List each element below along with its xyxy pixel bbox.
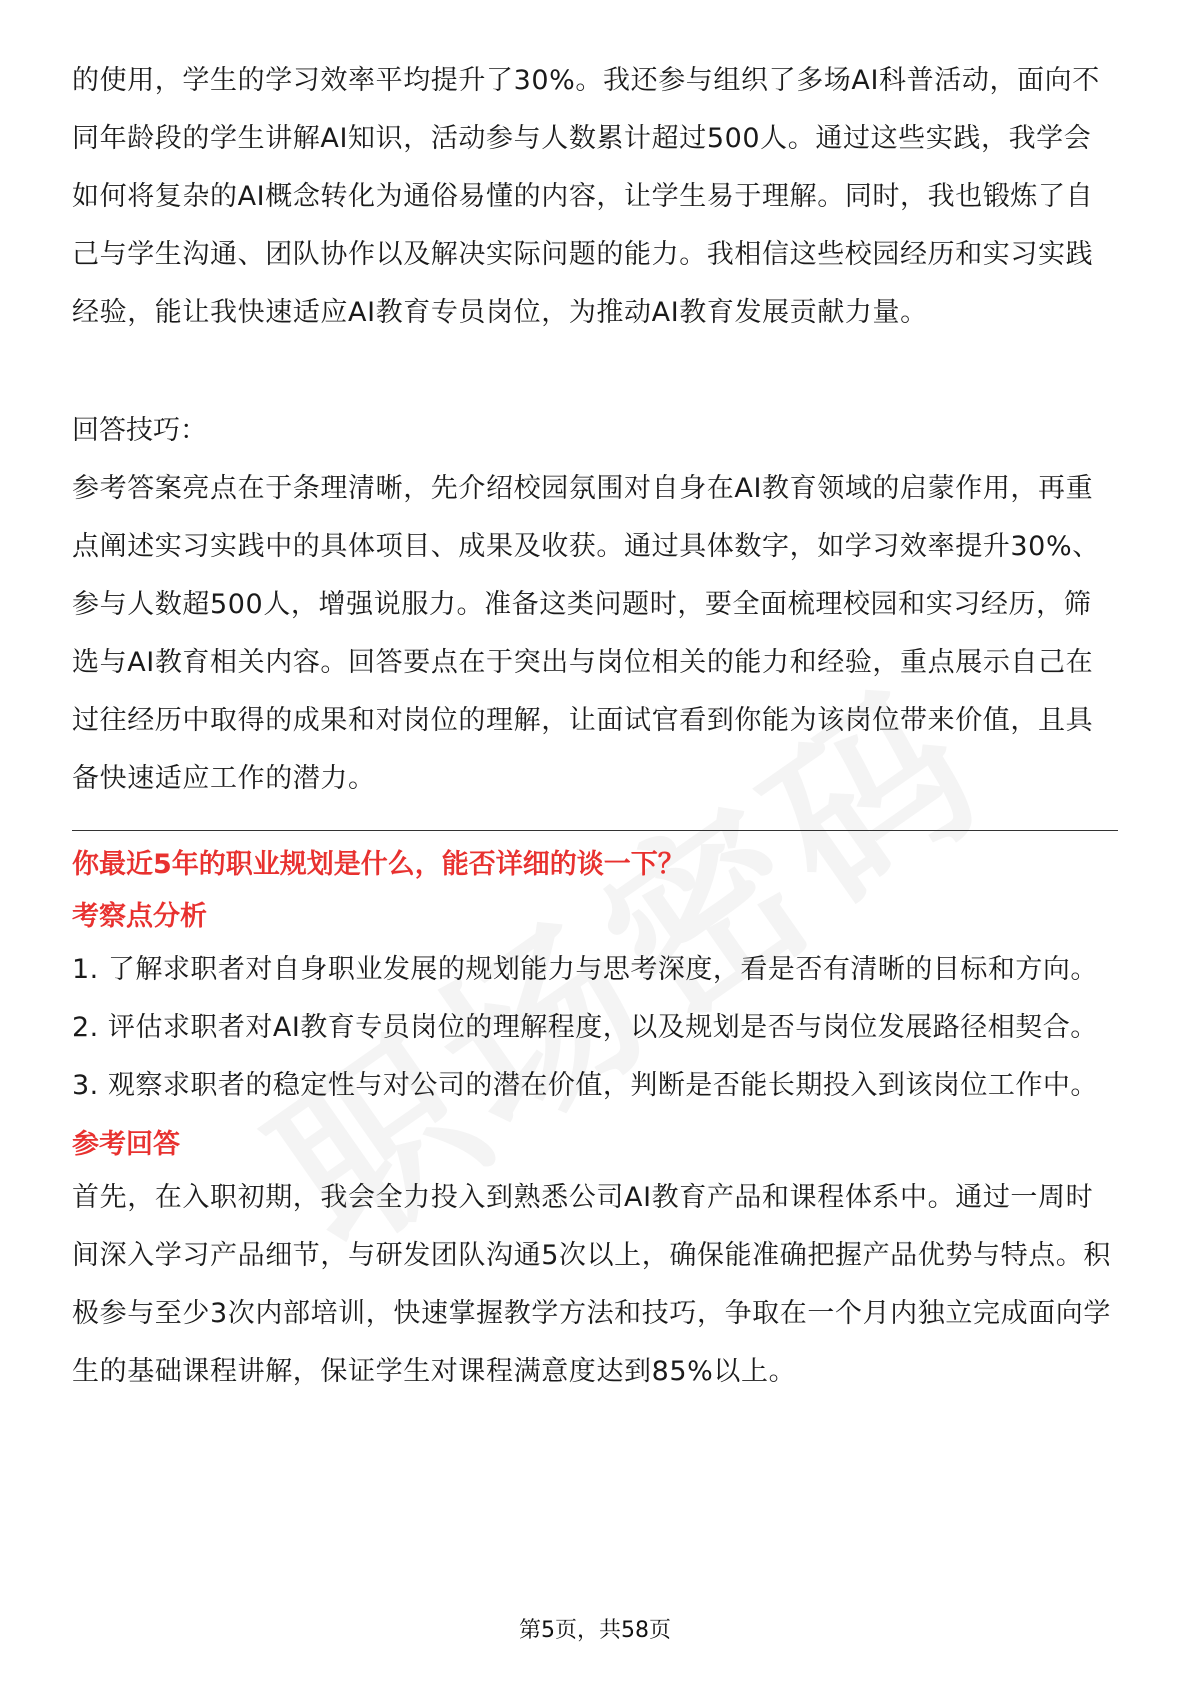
answer-paragraph: 首先，在入职初期，我会全力投入到熟悉公司AI教育产品和课程体系中。通过一周时间深入学习产品细节，与研发团队沟通5次以上，确保能准确把握产品优势与特点。积极参与至少3次内部培训，快速掌握教学方法和技巧，争取在一个月内独立完成面向学生的基础课程讲解，保证学生对课程满意度达到85%以上。 — [72, 1182, 1111, 1387]
question-heading: 你最近5年的职业规划是什么，能否详细的谈一下？ — [72, 849, 685, 880]
analysis-item-1: 1. 了解求职者对自身职业发展的规划能力与思考深度，看是否有清晰的目标和方向。 — [72, 954, 1098, 985]
section-divider — [72, 830, 1118, 831]
section-spacer — [72, 342, 1118, 402]
analysis-heading: 考察点分析 — [72, 901, 207, 932]
page-number: 第5页，共58页 — [519, 1618, 671, 1643]
answer-heading: 参考回答 — [72, 1129, 180, 1160]
tips-paragraph: 参考答案亮点在于条理清晰，先介绍校园氛围对自身在AI教育领域的启蒙作用，再重点阐述实习实践中的具体项目、成果及收获。通过具体数字，如学习效率提升30%、参与人数超500人，增强说服力。准备这类问题时，要全面梳理校园和实习经历，筛选与AI教育相关内容。回答要点在于突出与岗位相关的能力和经验，重点展示自己在过往经历中取得的成果和对岗位的理解，让面试官看到你能为该岗位带来价值，且具备快速适应工作的潜力。 — [72, 473, 1100, 794]
intro-paragraph: 的使用，学生的学习效率平均提升了30%。我还参与组织了多场AI科普活动，面向不同年龄段的学生讲解AI知识，活动参与人数累计超过500人。通过这些实践，我学会如何将复杂的AI概念转化为通俗易懂的内容，让学生易于理解。同时，我也锻炼了自己与学生沟通、团队协作以及解决实际问题的能力。我相信这些校园经历和实习实践经验，能让我快速适应AI教育专员岗位，为推动AI教育发展贡献力量。 — [72, 65, 1100, 328]
analysis-item-3: 3. 观察求职者的稳定性与对公司的潜在价值，判断是否能长期投入到该岗位工作中。 — [72, 1070, 1098, 1101]
page-content — [72, 52, 1118, 1401]
tips-label: 回答技巧： — [72, 415, 207, 446]
analysis-item-2: 2. 评估求职者对AI教育专员岗位的理解程度，以及规划是否与岗位发展路径相契合。 — [72, 1012, 1098, 1043]
